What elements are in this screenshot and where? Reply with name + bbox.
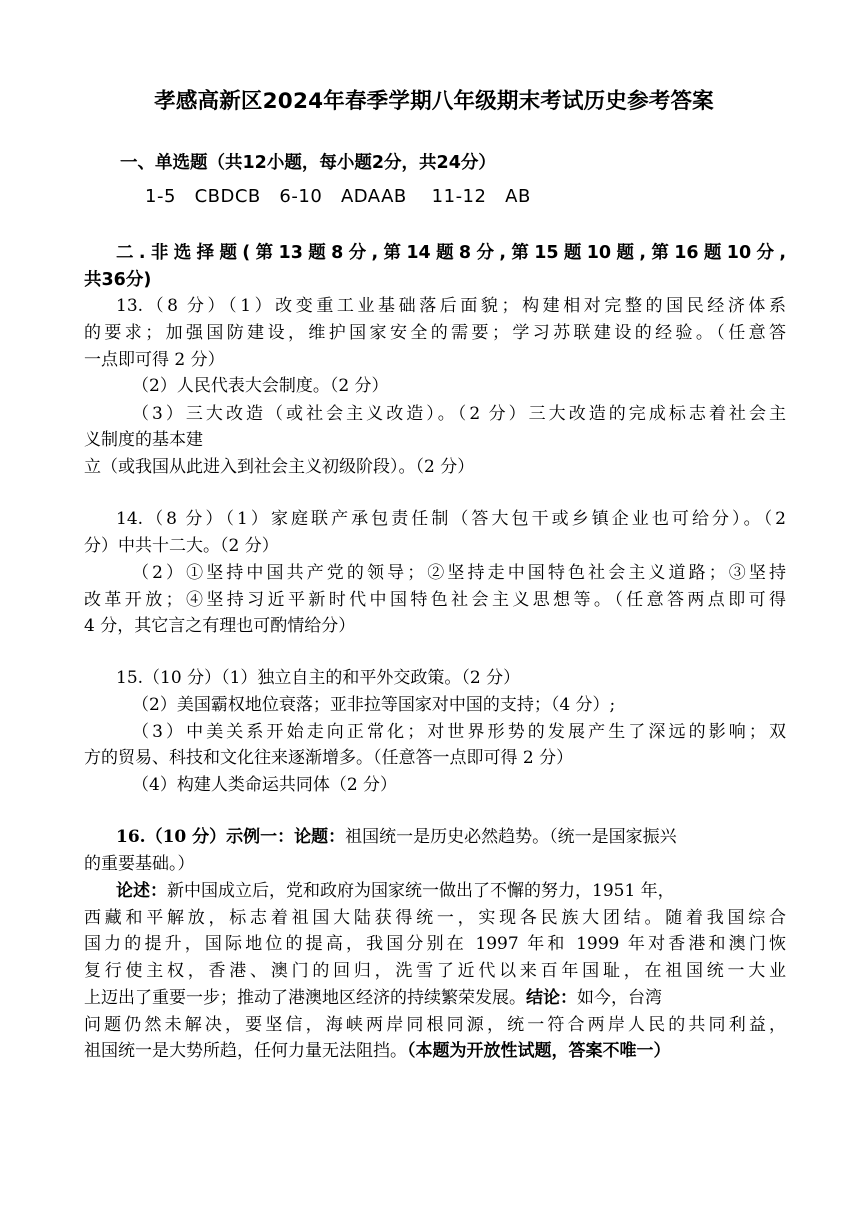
q16-line-7 <box>84 990 786 1007</box>
q14-line-1: 14.（8 分）（1）家庭联产承包责任制（答大包干或乡镇企业也可给分）。（2 <box>116 509 786 529</box>
q14-line-3: （2）①坚持中国共产党的领导；②坚持走中国特色社会主义道路；③坚持 <box>132 563 786 583</box>
q16-line-9 <box>84 1043 786 1060</box>
q16-line-5: 国力的提升，国际地位的提高，我国分别在 1997 年和 1999 年对香港和澳门恢 <box>84 934 786 954</box>
q13-line-6: 义制度的基本建 <box>84 430 203 450</box>
q14-line-4: 改革开放；④坚持习近平新时代中国特色社会主义思想等。（任意答两点即可得 <box>84 590 786 610</box>
q13-line-7: 立（或我国从此进入到社会主义初级阶段）。（2 分） <box>84 457 475 477</box>
q16-conclusion-label: 结论： <box>526 988 577 1008</box>
q16-line-8: 问题仍然未解决，要坚信，海峡两岸同根同源，统一符合两岸人民的共同利益， <box>84 1015 786 1035</box>
q15-line-5: （4）构建人类命运共同体（2 分） <box>132 775 398 795</box>
q16-line-2: 的重要基础。） <box>84 854 195 874</box>
q16-topic-label: 16.（10 分）示例一：论题： <box>116 827 346 847</box>
q14-line-2: 分）中共十二大。（2 分） <box>84 536 279 556</box>
q16-topic-text: 祖国统一是历史必然趋势。（统一是国家振兴 <box>345 827 677 847</box>
q16-line-9-text: 祖国统一是大势所趋，任何力量无法阻挡。 <box>84 1041 407 1061</box>
q16-argument-text: 新中国成立后，党和政府为国家统一做出了不懈的努力，1951 年， <box>167 881 675 901</box>
section-2-heading-line2: 共36分) <box>84 270 152 290</box>
q15-line-3: （3）中美关系开始走向正常化；对世界形势的发展产生了深远的影响；双 <box>132 722 786 742</box>
q16-conclusion-text: 如今，台湾 <box>577 988 662 1008</box>
q14-line-5: 4 分，其它言之有理也可酌情给分） <box>84 616 356 636</box>
q15-line-2: （2）美国霸权地位衰落；亚非拉等国家对中国的支持；（4 分）; <box>132 695 616 715</box>
section-2-heading-line1: 二.非选择题(第13题8分,第14题8分,第15题10题,第16题10分, <box>116 243 786 263</box>
q13-line-2: 的要求；加强国防建设，维护国家安全的需要；学习苏联建设的经验。（任意答 <box>84 323 786 343</box>
q16-open-question-note: （本题为开放性试题，答案不唯一） <box>407 1041 671 1061</box>
q16-line-6: 复行使主权，香港、澳门的回归，洗雪了近代以来百年国耻，在祖国统一大业 <box>84 961 786 981</box>
page-title: 孝感高新区2024年春季学期八年级期末考试历史参考答案 <box>154 89 714 114</box>
q13-line-1: 13.（8 分）（1）改变重工业基础落后面貌；构建相对完整的国民经济体系 <box>116 296 786 316</box>
section-1-heading: 一、单选题（共12小题，每小题2分，共24分） <box>120 153 496 173</box>
q15-line-4: 方的贸易、科技和文化往来逐渐增多。（任意答一点即可得 2 分） <box>84 748 574 768</box>
q16-line-7-text: 上迈出了重要一步；推动了港澳地区经济的持续繁荣发展。 <box>84 988 526 1008</box>
q16-line-4: 西藏和平解放，标志着祖国大陆获得统一，实现各民族大团结。随着我国综合 <box>84 908 786 928</box>
q16-argument-label: 论述： <box>116 881 167 901</box>
q15-line-1: 15.（10 分）（1）独立自主的和平外交政策。（2 分） <box>116 668 521 688</box>
q13-line-5: （3）三大改造（或社会主义改造）。（2 分）三大改造的完成标志着社会主 <box>132 404 786 424</box>
q16-line-3 <box>116 883 786 900</box>
single-choice-answers: 1-5 CBDCB 6-10 ADAAB 11-12 AB <box>145 186 531 207</box>
q13-line-4: （2）人民代表大会制度。（2 分） <box>132 376 389 396</box>
q13-line-3: 一点即可得 2 分） <box>84 350 225 370</box>
q16-line-1 <box>116 829 786 846</box>
